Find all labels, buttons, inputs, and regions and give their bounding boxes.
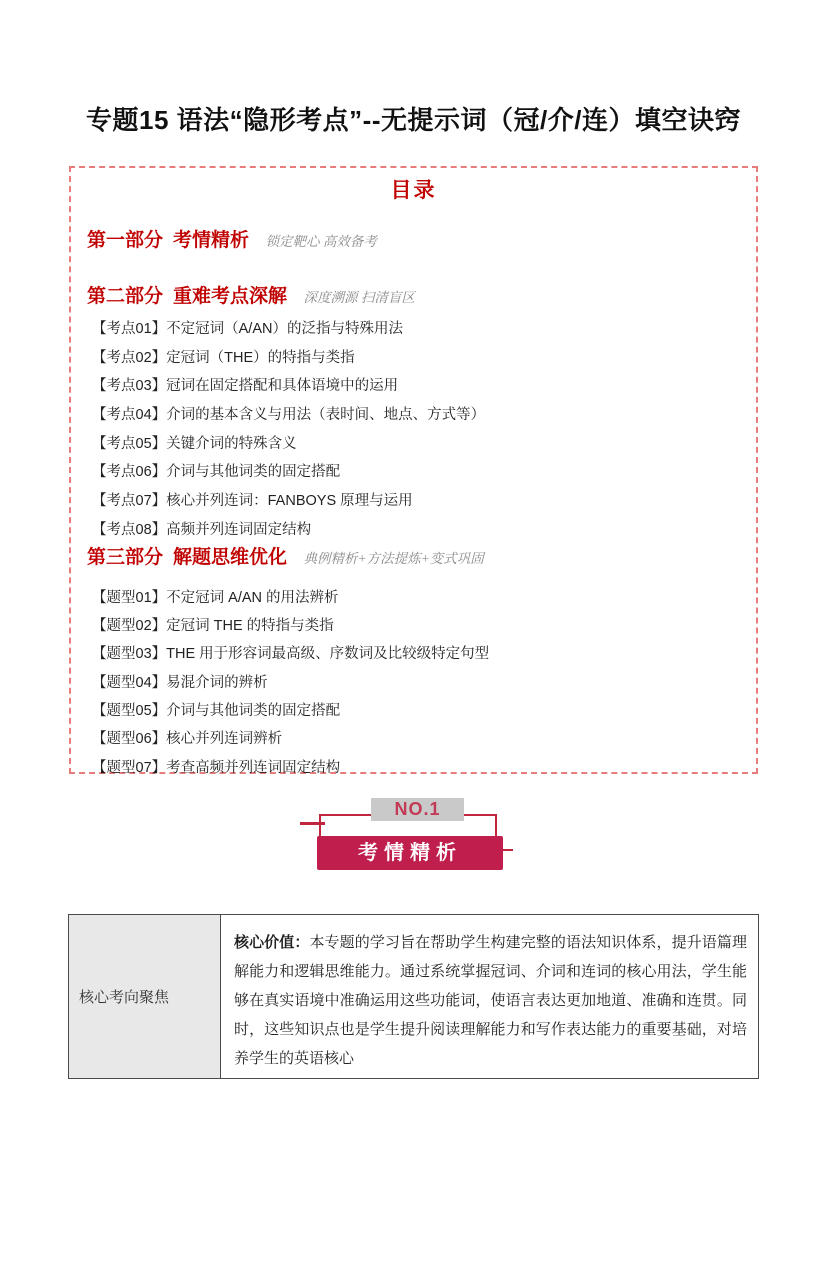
decorative-bracket-left <box>319 814 321 838</box>
toc-section-3-label: 第三部分 <box>87 546 164 568</box>
toc-item: 【考点05】关键介词的特殊含义 <box>92 435 297 452</box>
toc-section-2-heading <box>87 284 740 311</box>
toc-item: 【考点02】定冠词（THE）的特指与类指 <box>92 349 355 366</box>
toc-section-3-title: 解题思维优化 <box>173 546 288 568</box>
toc-section-1-title: 考情精析 <box>173 230 250 251</box>
decorative-dash-left <box>300 822 325 825</box>
toc-item: 【题型04】易混介词的辨析 <box>92 674 268 691</box>
toc-section-2-title: 重难考点深解 <box>173 286 288 307</box>
toc-item: 【考点03】冠词在固定搭配和具体语境中的运用 <box>92 378 399 395</box>
toc-section-1-label: 第一部分 <box>87 230 164 251</box>
toc-item: 【题型01】不定冠词 A/AN 的用法辨析 <box>92 589 339 606</box>
content-cell <box>221 915 759 1079</box>
toc-section-3-heading <box>87 545 740 572</box>
toc-item: 【题型03】THE 用于形容词最高级、序数词及比较级特定句型 <box>92 646 490 663</box>
toc-items-part3 <box>87 584 740 783</box>
page-title: 专题15 语法“隐形考点”--无提示词（冠/介/连）填空诀窍 <box>86 105 741 135</box>
toc-section-2-label: 第二部分 <box>87 286 164 307</box>
content-text: 本专题的学习旨在帮助学生构建完整的语法知识体系，提升语篇理解能力和逻辑思维能力。通过系统掌握冠词、介词和连词的核心用法，学生能够在真实语境中准确运用这些功能词，使语言表达更加地道、准确和连贯。同时，这些知识点也是学生提升阅读理解能力和写作表达能力的重要基础，对培养学生的英语核心 <box>234 935 747 1067</box>
badge-title-banner: 考情精析 <box>317 836 503 870</box>
row-header-cell: 核心考向聚焦 <box>69 915 221 1079</box>
toc-item: 【考点08】高频并列连词固定结构 <box>92 521 312 538</box>
toc-item: 【题型05】介词与其他词类的固定搭配 <box>92 703 341 720</box>
toc-item: 【题型06】核心并列连词辨析 <box>92 731 283 748</box>
toc-item: 【题型07】考查高频并列连词固定结构 <box>92 759 341 776</box>
toc-item: 【考点01】不定冠词（A/AN）的泛指与特殊用法 <box>92 321 403 337</box>
toc-box <box>69 166 758 774</box>
toc-section-1-heading <box>87 228 740 255</box>
toc-section-2-subtitle: 深度溯源 扫清盲区 <box>303 290 415 305</box>
toc-item: 【考点06】介词与其他词类的固定搭配 <box>92 464 341 481</box>
content-label: 核心价值： <box>234 935 310 951</box>
focus-table <box>68 914 759 1079</box>
toc-item: 【考点07】核心并列连词：FANBOYS 原理与运用 <box>92 493 413 510</box>
toc-item: 【题型02】定冠词 THE 的特指与类指 <box>92 617 334 634</box>
toc-section-3-subtitle: 典例精析+方法提炼+变式巩固 <box>303 550 484 566</box>
table-row <box>69 915 759 1079</box>
toc-section-1-subtitle: 锁定靶心 高效备考 <box>265 234 377 249</box>
document-page <box>0 100 827 1269</box>
toc-item: 【考点04】介词的基本含义与用法（表时间、地点、方式等） <box>92 407 486 424</box>
toc-heading: 目录 <box>390 179 437 202</box>
toc-items-part2 <box>87 315 740 545</box>
section-badge <box>0 798 827 873</box>
badge-number: NO.1 <box>371 798 464 821</box>
